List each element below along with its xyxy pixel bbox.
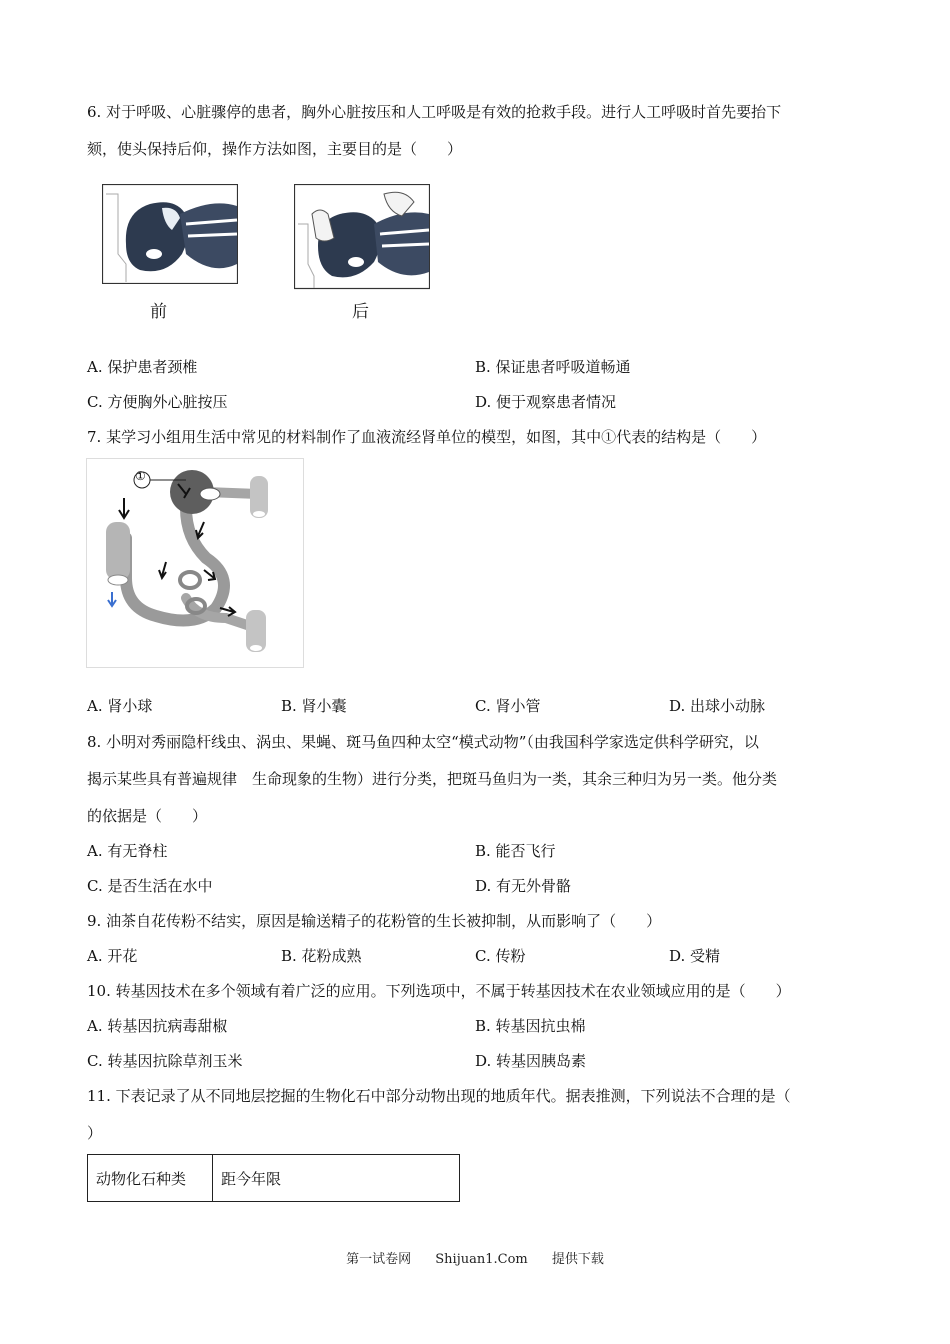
page-footer bbox=[0, 1248, 950, 1267]
caption-before: 前 bbox=[150, 302, 167, 322]
q9-option-c[interactable]: C. 传粉 bbox=[475, 947, 526, 965]
q6-option-b[interactable]: B. 保证患者呼吸道畅通 bbox=[475, 358, 631, 376]
q8-option-a[interactable]: A. 有无脊柱 bbox=[87, 842, 168, 860]
q8-option-d[interactable]: D. 有无外骨骼 bbox=[475, 877, 572, 895]
footer-site-domain[interactable]: Shijuan1.Com bbox=[435, 1252, 528, 1267]
table-header-years-ago: 距今年限 bbox=[213, 1155, 460, 1202]
figure-nephron-model bbox=[86, 458, 304, 668]
q10-option-a[interactable]: A. 转基因抗病毒甜椒 bbox=[87, 1017, 228, 1035]
q11-stem-line2: ） bbox=[87, 1124, 103, 1142]
q8-option-b[interactable]: B. 能否飞行 bbox=[475, 842, 556, 860]
q9-option-b[interactable]: B. 花粉成熟 bbox=[281, 947, 362, 965]
q8-option-c[interactable]: C. 是否生活在水中 bbox=[87, 877, 213, 895]
q6-option-c[interactable]: C. 方便胸外心脏按压 bbox=[87, 393, 228, 411]
q7-option-a[interactable]: A. 肾小球 bbox=[87, 697, 153, 715]
q6-stem-line1: 6. 对于呼吸、心脏骤停的患者，胸外心脏按压和人工呼吸是有效的抢救手段。进行人工呼吸时首先要抬下 bbox=[87, 103, 782, 121]
figure-label-1: ① bbox=[135, 469, 146, 483]
footer-site-name: 第一试卷网 bbox=[346, 1252, 412, 1267]
q9-option-d[interactable]: D. 受精 bbox=[669, 947, 721, 965]
q8-stem-line3: 的依据是（ ） bbox=[87, 807, 208, 825]
q7-option-c[interactable]: C. 肾小管 bbox=[475, 697, 541, 715]
q10-option-c[interactable]: C. 转基因抗除草剂玉米 bbox=[87, 1052, 243, 1070]
q7-option-b[interactable]: B. 肾小囊 bbox=[281, 697, 347, 715]
q7-stem: 7. 某学习小组用生活中常见的材料制作了血液流经肾单位的模型，如图，其中①代表的结构是（ ） bbox=[87, 428, 767, 446]
q9-stem: 9. 油茶自花传粉不结实，原因是输送精子的花粉管的生长被抑制，从而影响了（ ） bbox=[87, 912, 662, 930]
q7-option-d[interactable]: D. 出球小动脉 bbox=[669, 697, 766, 715]
q11-stem-line1: 11. 下表记录了从不同地层挖掘的生物化石中部分动物出现的地质年代。据表推测，下列说法不合理的是（ bbox=[87, 1087, 791, 1105]
q10-option-b[interactable]: B. 转基因抗虫棉 bbox=[475, 1017, 586, 1035]
footer-note: 提供下载 bbox=[551, 1252, 604, 1267]
q8-stem-line2: 揭示某些具有普遍规律 生命现象的生物）进行分类，把斑马鱼归为一类，其余三种归为另一类。他分类 bbox=[87, 770, 778, 788]
table-header-fossil-type: 动物化石种类 bbox=[88, 1155, 213, 1202]
q6-option-a[interactable]: A. 保护患者颈椎 bbox=[87, 358, 198, 376]
table-row bbox=[88, 1155, 460, 1202]
q10-option-d[interactable]: D. 转基因胰岛素 bbox=[475, 1052, 587, 1070]
figure-before-head-tilt bbox=[102, 184, 238, 284]
q6-option-d[interactable]: D. 便于观察患者情况 bbox=[475, 393, 617, 411]
q6-stem-line2: 颏，使头保持后仰，操作方法如图，主要目的是（ ） bbox=[87, 140, 463, 158]
caption-after: 后 bbox=[352, 302, 369, 322]
q10-stem: 10. 转基因技术在多个领域有着广泛的应用。下列选项中，不属于转基因技术在农业领域应用的是（ ） bbox=[87, 982, 791, 1000]
fossil-table bbox=[87, 1154, 460, 1202]
q9-option-a[interactable]: A. 开花 bbox=[87, 947, 138, 965]
figure-after-head-tilt bbox=[294, 184, 430, 290]
q8-stem-line1: 8. 小明对秀丽隐杆线虫、涡虫、果蝇、斑马鱼四种太空“模式动物”（由我国科学家选定供科学研究，以 bbox=[87, 733, 759, 751]
